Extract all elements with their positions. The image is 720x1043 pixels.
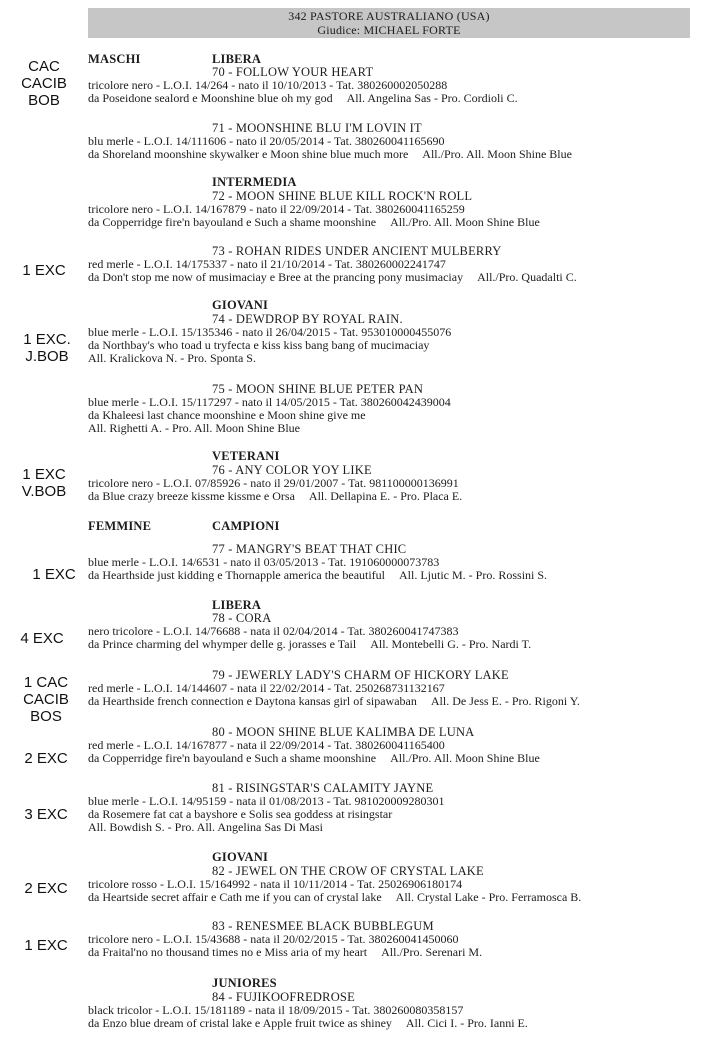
result-mark-79 — [14, 674, 78, 725]
entry-breeder: All./Pro. All. Moon Shine Blue — [422, 147, 572, 161]
class-libera-femmine: LIBERA — [212, 598, 262, 612]
entry-77 — [88, 543, 708, 582]
class-juniores: JUNIORES — [212, 976, 277, 990]
entry-75 — [88, 383, 708, 435]
entry-parents: da Prince charming del whymper delle g. jorasses e Tail — [88, 637, 357, 651]
entry-registration: red merle - L.O.I. 14/167877 - nata il 22/09/2014 - Tat. 380260041165400 — [88, 738, 445, 752]
entry-parents-breeder — [88, 946, 708, 959]
entry-parents: da Blue crazy breeze kissme kissme e Orsa — [88, 489, 295, 503]
class-giovani-femmine: GIOVANI — [212, 850, 269, 864]
entry-title: 76 - ANY COLOR YOY LIKE — [212, 463, 372, 477]
entry-title: 79 - JEWERLY LADY'S CHARM OF HICKORY LAKE — [212, 668, 509, 682]
result-mark-77 — [24, 566, 84, 583]
result-mark-73 — [14, 262, 74, 279]
result-mark-83 — [16, 937, 76, 954]
entry-parents-breeder — [88, 271, 708, 284]
entry-registration: tricolore nero - L.O.I. 14/167879 - nato il 22/09/2014 - Tat. 380260041165259 — [88, 202, 465, 216]
entry-parents-breeder — [88, 695, 708, 708]
entry-registration: blue merle - L.O.I. 15/117297 - nato il 14/05/2015 - Tat. 380260042439004 — [88, 395, 451, 409]
result-mark-78 — [12, 630, 72, 647]
entry-registration: blu merle - L.O.I. 14/111606 - nato il 20/05/2014 - Tat. 380260041165690 — [88, 134, 445, 148]
entry-80 — [88, 726, 708, 765]
result-mark-82 — [16, 880, 76, 897]
entry-registration: blue merle - L.O.I. 15/135346 - nato il 26/04/2015 - Tat. 953010000455076 — [88, 325, 452, 339]
entry-breeder: All. Crystal Lake - Pro. Ferramosca B. — [395, 890, 582, 904]
entry-title: 82 - JEWEL ON THE CROW OF CRYSTAL LAKE — [212, 864, 484, 878]
award-grade: 1 EXC — [22, 466, 66, 483]
entry-parents-breeder — [88, 490, 708, 503]
entry-registration: black tricolor - L.O.I. 15/181189 - nata il 18/09/2015 - Tat. 380260080358157 — [88, 1003, 464, 1017]
result-mark-76 — [14, 466, 74, 500]
award-bob: BOB — [28, 92, 60, 109]
entry-parents: da Northbay's who toad u tryfecta e kiss kiss bang bang of mucimaciay — [88, 338, 430, 352]
entry-73 — [88, 245, 708, 284]
entry-title: 72 - MOON SHINE BLUE KILL ROCK'N ROLL — [212, 189, 473, 203]
entry-parents: da Rosemere fat cat a bayshore e Solis sea goddess at risingstar — [88, 807, 393, 821]
entry-breeder: All./Pro. Serenari M. — [381, 945, 483, 959]
entry-breeder: All./Pro. All. Moon Shine Blue — [390, 215, 540, 229]
entry-breeder: All. Cici I. - Pro. Ianni E. — [405, 1016, 528, 1030]
entry-76 — [88, 464, 708, 503]
class-campioni: CAMPIONI — [212, 519, 280, 533]
entry-parents-breeder — [88, 216, 708, 229]
entry-parents: da Khaleesi last chance moonshine e Moon shine give me — [88, 408, 366, 422]
entry-breeder: All. Montebelli G. - Pro. Nardi T. — [370, 637, 532, 651]
result-mark-74 — [16, 331, 78, 365]
class-giovani-maschi: GIOVANI — [212, 298, 269, 312]
result-mark-70 — [14, 58, 74, 109]
award-grade: 2 EXC — [24, 750, 68, 767]
award-cac: CAC — [28, 58, 60, 75]
entry-parents: da Copperridge fire'n bayouland e Such a shame moonshine — [88, 751, 377, 765]
award-grade: 3 EXC — [24, 806, 68, 823]
entry-parents-breeder — [88, 1017, 708, 1030]
entry-70 — [88, 66, 708, 105]
entry-parents: da Enzo blue dream of cristal lake e Apple fruit twice as shiney — [88, 1016, 392, 1030]
entry-title: 83 - RENESMEE BLACK BUBBLEGUM — [212, 919, 434, 933]
entry-registration: tricolore rosso - L.O.I. 15/164992 - nata il 10/11/2014 - Tat. 25026906180174 — [88, 877, 463, 891]
entry-title: 71 - MOONSHINE BLU I'M LOVIN IT — [212, 121, 422, 135]
entry-parents-breeder — [88, 638, 708, 651]
entry-registration: tricolore nero - L.O.I. 07/85926 - nato il 29/01/2007 - Tat. 981100000136991 — [88, 476, 459, 490]
entry-breeder: All. Kralickova N. - Pro. Sponta S. — [88, 351, 256, 365]
award-grade: 4 EXC — [20, 630, 64, 647]
entry-parents: da Heartside secret affair e Cath me if you can of crystal lake — [88, 890, 382, 904]
entry-title: 78 - CORA — [212, 611, 272, 625]
result-mark-81 — [16, 806, 76, 823]
entry-78 — [88, 612, 708, 651]
entry-registration: red merle - L.O.I. 14/175337 - nato il 21/10/2014 - Tat. 380260002241747 — [88, 257, 446, 271]
entry-parents-breeder — [88, 148, 708, 161]
award-grade: 2 EXC — [24, 880, 68, 897]
entry-registration: blue merle - L.O.I. 14/6531 - nato il 03/05/2013 - Tat. 191060000073783 — [88, 555, 440, 569]
catalog-header — [88, 8, 690, 38]
entry-parents-breeder — [88, 891, 708, 904]
award-cacib: CACIB — [21, 75, 67, 92]
entry-breeder: All./Pro. All. Moon Shine Blue — [390, 751, 540, 765]
entry-registration: tricolore nero - L.O.I. 15/43688 - nata il 20/02/2015 - Tat. 380260041450060 — [88, 932, 459, 946]
entry-title: 74 - DEWDROP BY ROYAL RAIN. — [212, 312, 403, 326]
entry-title: 75 - MOON SHINE BLUE PETER PAN — [212, 382, 424, 396]
entry-parents-breeder — [88, 92, 708, 105]
award-bos: BOS — [30, 708, 62, 725]
entry-registration: blue merle - L.O.I. 14/95159 - nata il 01/08/2013 - Tat. 981020009280301 — [88, 794, 445, 808]
entry-parents: da Shoreland moonshine skywalker e Moon shine blue much more — [88, 147, 409, 161]
entry-parents-breeder — [88, 752, 708, 765]
class-veterani: VETERANI — [212, 449, 280, 463]
entry-title: 70 - FOLLOW YOUR HEART — [212, 65, 374, 79]
entry-breeder: All./Pro. Quadalti C. — [477, 270, 577, 284]
result-mark-80 — [16, 750, 76, 767]
award-cac: 1 CAC — [23, 674, 69, 691]
entry-79 — [88, 669, 708, 708]
entry-parents-breeder — [88, 569, 708, 582]
entry-registration: nero tricolore - L.O.I. 14/76688 - nata il 02/04/2014 - Tat. 380260041747383 — [88, 624, 459, 638]
entry-parents: da Poseidone sealord e Moonshine blue oh my god — [88, 91, 333, 105]
award-vbob: V.BOB — [21, 483, 67, 500]
entry-82 — [88, 865, 708, 904]
class-libera-maschi: LIBERA — [212, 52, 262, 66]
entry-81 — [88, 782, 708, 834]
award-cacib: CACIB — [23, 691, 69, 708]
entry-registration: tricolore nero - L.O.I. 14/264 - nato il 10/10/2013 - Tat. 380260002050288 — [88, 78, 448, 92]
entry-title: 80 - MOON SHINE BLUE KALIMBA DE LUNA — [212, 725, 475, 739]
entry-breeder: All. Ljutic M. - Pro. Rossini S. — [399, 568, 548, 582]
entry-84 — [88, 991, 708, 1030]
entry-parents: da Hearthside french connection e Daytona kansas girl of sipawaban — [88, 694, 417, 708]
entry-parents: da Fraital'no no thousand times no e Miss aria of my heart — [88, 945, 368, 959]
entry-parents: da Don't stop me now of musimaciay e Bree at the prancing pony musimaciay — [88, 270, 464, 284]
class-intermedia: INTERMEDIA — [212, 175, 297, 189]
entry-breeder: All. De Jess E. - Pro. Rigoni Y. — [430, 694, 580, 708]
entry-71 — [88, 122, 708, 161]
entry-74 — [88, 313, 708, 365]
section-femmine: FEMMINE — [88, 519, 152, 533]
section-maschi: MASCHI — [88, 52, 141, 66]
breed-title: 342 PASTORE AUSTRALIANO (USA) — [288, 9, 490, 23]
entry-breeder: All. Angelina Sas - Pro. Cordioli C. — [346, 91, 518, 105]
award-grade: 1 EXC — [22, 262, 66, 279]
award-grade: 1 EXC — [24, 937, 68, 954]
entry-parents: da Hearthside just kidding e Thornapple america the beautiful — [88, 568, 386, 582]
entry-title: 84 - FUJIKOOFREDROSE — [212, 990, 355, 1004]
entry-parents: da Copperridge fire'n bayouland e Such a shame moonshine — [88, 215, 377, 229]
entry-breeder: All. Righetti A. - Pro. All. Moon Shine Blue — [88, 421, 301, 435]
award-jbob: J.BOB — [25, 348, 69, 365]
entry-title: 81 - RISINGSTAR'S CALAMITY JAYNE — [212, 781, 434, 795]
entry-breeder: All. Dellapina E. - Pro. Placa E. — [308, 489, 463, 503]
entry-registration: red merle - L.O.I. 14/144607 - nata il 22/02/2014 - Tat. 250268731132167 — [88, 681, 445, 695]
entry-83 — [88, 920, 708, 959]
entry-72 — [88, 190, 708, 229]
award-grade: 1 EXC. — [23, 331, 71, 348]
entry-title: 77 - MANGRY'S BEAT THAT CHIC — [212, 542, 407, 556]
entry-breeder: All. Bowdish S. - Pro. All. Angelina Sas Di Masi — [88, 820, 324, 834]
judge-line: Giudice: MICHAEL FORTE — [317, 23, 461, 37]
award-grade: 1 EXC — [32, 566, 76, 583]
entry-title: 73 - ROHAN RIDES UNDER ANCIENT MULBERRY — [212, 244, 502, 258]
